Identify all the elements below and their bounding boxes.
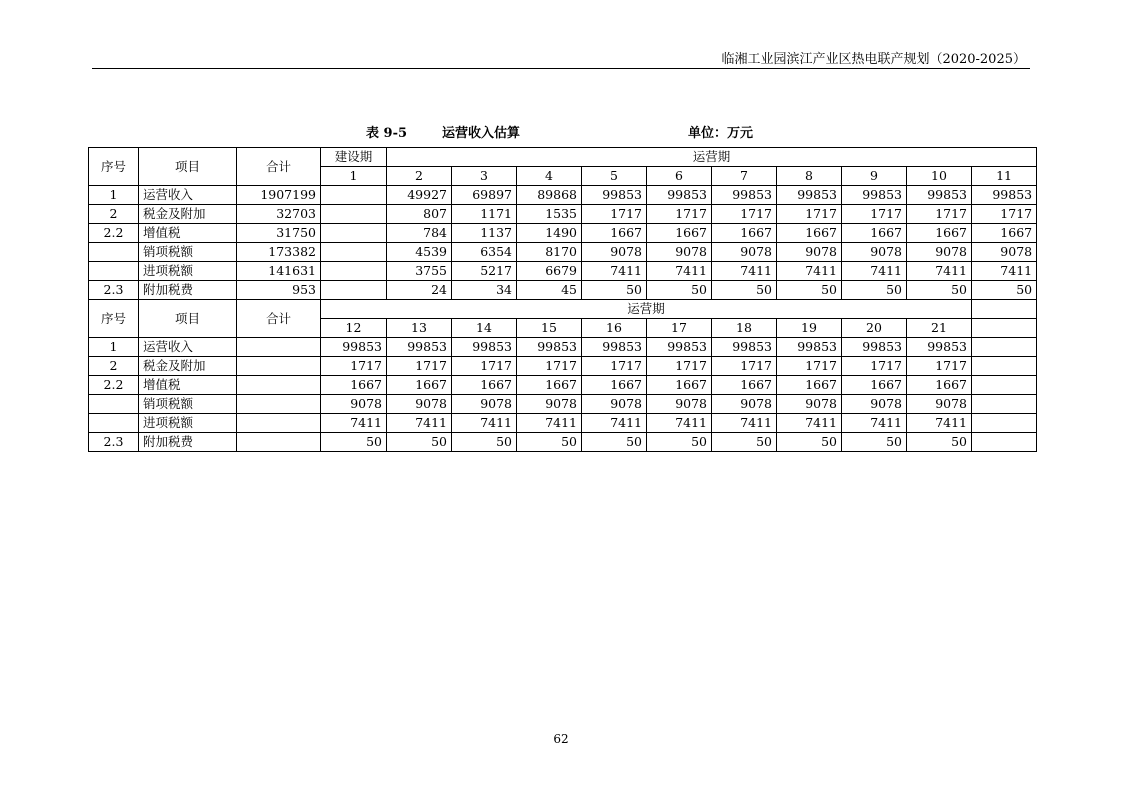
row-value-cell: 9078 xyxy=(647,243,712,262)
row-value-cell: 1667 xyxy=(321,376,387,395)
row-item-name: 销项税额 xyxy=(139,395,237,414)
row-item-name: 增值税 xyxy=(139,224,237,243)
header-empty xyxy=(972,300,1037,319)
row-value-cell: 9078 xyxy=(972,243,1037,262)
row-value-cell: 99853 xyxy=(777,338,842,357)
header-total: 合计 xyxy=(237,300,321,338)
header-row xyxy=(89,300,1037,319)
row-value-cell: 99853 xyxy=(387,338,452,357)
row-value-cell: 9078 xyxy=(842,243,907,262)
table-unit: 单位：万元 xyxy=(688,126,754,141)
header-row xyxy=(89,148,1037,167)
row-total xyxy=(237,433,321,452)
row-value-cell: 1717 xyxy=(712,205,777,224)
period-header-cell: 8 xyxy=(777,167,842,186)
row-value-cell: 50 xyxy=(647,433,712,452)
row-value-cell: 7411 xyxy=(647,262,712,281)
row-seq: 2 xyxy=(89,205,139,224)
table-row xyxy=(89,281,1037,300)
period-header-cell: 16 xyxy=(582,319,647,338)
row-value-cell: 1667 xyxy=(582,376,647,395)
row-value-cell: 99853 xyxy=(582,338,647,357)
row-value-cell: 1717 xyxy=(907,205,972,224)
row-total: 173382 xyxy=(237,243,321,262)
table-row xyxy=(89,338,1037,357)
row-value-cell: 1717 xyxy=(582,357,647,376)
row-value-cell xyxy=(321,243,387,262)
row-item-name: 附加税费 xyxy=(139,281,237,300)
header-operation: 运营期 xyxy=(321,300,972,319)
row-value-cell xyxy=(972,357,1037,376)
row-value-cell xyxy=(972,376,1037,395)
row-value-cell: 34 xyxy=(452,281,517,300)
row-seq: 2 xyxy=(89,357,139,376)
row-value-cell: 9078 xyxy=(452,395,517,414)
row-value-cell: 99853 xyxy=(647,186,712,205)
row-value-cell: 7411 xyxy=(647,414,712,433)
row-value-cell: 9078 xyxy=(777,243,842,262)
row-value-cell: 99853 xyxy=(712,186,777,205)
period-header-cell: 3 xyxy=(452,167,517,186)
row-value-cell: 99853 xyxy=(907,338,972,357)
period-header-cell: 7 xyxy=(712,167,777,186)
row-value-cell: 1667 xyxy=(972,224,1037,243)
row-value-cell: 1667 xyxy=(907,224,972,243)
row-value-cell: 1535 xyxy=(517,205,582,224)
period-header-cell: 15 xyxy=(517,319,582,338)
row-total xyxy=(237,357,321,376)
row-seq: 2.3 xyxy=(89,281,139,300)
row-value-cell: 5217 xyxy=(452,262,517,281)
row-value-cell: 99853 xyxy=(452,338,517,357)
row-item-name: 运营收入 xyxy=(139,186,237,205)
row-value-cell: 7411 xyxy=(452,414,517,433)
row-value-cell: 1667 xyxy=(517,376,582,395)
row-value-cell: 1717 xyxy=(907,357,972,376)
period-header-cell: 17 xyxy=(647,319,712,338)
row-value-cell: 9078 xyxy=(842,395,907,414)
row-value-cell: 45 xyxy=(517,281,582,300)
header-total: 合计 xyxy=(237,148,321,186)
row-value-cell: 1171 xyxy=(452,205,517,224)
row-value-cell: 1717 xyxy=(387,357,452,376)
row-value-cell: 1717 xyxy=(777,205,842,224)
table-row xyxy=(89,224,1037,243)
row-item-name: 税金及附加 xyxy=(139,357,237,376)
period-header-cell: 20 xyxy=(842,319,907,338)
table-row xyxy=(89,357,1037,376)
row-total: 953 xyxy=(237,281,321,300)
row-value-cell: 50 xyxy=(907,433,972,452)
row-value-cell: 8170 xyxy=(517,243,582,262)
row-value-cell: 99853 xyxy=(647,338,712,357)
row-seq xyxy=(89,262,139,281)
header-item: 项目 xyxy=(139,148,237,186)
row-value-cell: 7411 xyxy=(712,262,777,281)
table-row xyxy=(89,414,1037,433)
row-value-cell: 1137 xyxy=(452,224,517,243)
row-value-cell: 9078 xyxy=(907,395,972,414)
period-header-cell: 11 xyxy=(972,167,1037,186)
row-value-cell: 1667 xyxy=(777,376,842,395)
row-item-name: 进项税额 xyxy=(139,414,237,433)
row-value-cell: 99853 xyxy=(907,186,972,205)
row-value-cell: 7411 xyxy=(907,262,972,281)
row-value-cell: 50 xyxy=(712,433,777,452)
row-value-cell: 1717 xyxy=(777,357,842,376)
row-value-cell: 1667 xyxy=(647,224,712,243)
header-operation: 运营期 xyxy=(387,148,1037,167)
table-title: 运营收入估算 xyxy=(442,126,521,141)
row-seq: 1 xyxy=(89,186,139,205)
row-value-cell: 69897 xyxy=(452,186,517,205)
row-value-cell: 1667 xyxy=(712,376,777,395)
row-value-cell: 9078 xyxy=(582,243,647,262)
row-total xyxy=(237,376,321,395)
row-value-cell: 99853 xyxy=(842,338,907,357)
row-value-cell: 50 xyxy=(842,433,907,452)
row-value-cell: 1490 xyxy=(517,224,582,243)
row-value-cell: 7411 xyxy=(972,262,1037,281)
row-value-cell xyxy=(321,224,387,243)
row-item-name: 销项税额 xyxy=(139,243,237,262)
row-value-cell: 9078 xyxy=(387,395,452,414)
period-header-cell: 5 xyxy=(582,167,647,186)
row-value-cell xyxy=(321,186,387,205)
row-value-cell: 1667 xyxy=(907,376,972,395)
header-seq: 序号 xyxy=(89,300,139,338)
row-value-cell: 1717 xyxy=(647,357,712,376)
row-value-cell: 7411 xyxy=(907,414,972,433)
row-value-cell: 50 xyxy=(582,281,647,300)
period-header-cell: 12 xyxy=(321,319,387,338)
period-header-cell: 14 xyxy=(452,319,517,338)
row-seq: 2.2 xyxy=(89,376,139,395)
period-header-cell: 10 xyxy=(907,167,972,186)
row-seq xyxy=(89,414,139,433)
row-value-cell: 9078 xyxy=(777,395,842,414)
row-total xyxy=(237,338,321,357)
header-title: 临湘工业园滨江产业区热电联产规划（2020-2025） xyxy=(721,52,1026,67)
row-value-cell: 50 xyxy=(842,281,907,300)
row-value-cell: 1717 xyxy=(452,357,517,376)
row-value-cell: 50 xyxy=(321,433,387,452)
row-item-name: 增值税 xyxy=(139,376,237,395)
row-item-name: 附加税费 xyxy=(139,433,237,452)
header-construction: 建设期 xyxy=(321,148,387,167)
period-header-cell: 13 xyxy=(387,319,452,338)
table-number: 表 9-5 xyxy=(366,126,408,141)
period-header-cell: 6 xyxy=(647,167,712,186)
row-value-cell: 1667 xyxy=(777,224,842,243)
row-value-cell: 7411 xyxy=(842,262,907,281)
row-value-cell: 50 xyxy=(777,281,842,300)
row-value-cell xyxy=(972,414,1037,433)
row-value-cell: 1667 xyxy=(712,224,777,243)
row-value-cell: 49927 xyxy=(387,186,452,205)
row-value-cell: 9078 xyxy=(321,395,387,414)
row-value-cell: 7411 xyxy=(582,414,647,433)
header-seq: 序号 xyxy=(89,148,139,186)
row-total: 31750 xyxy=(237,224,321,243)
row-seq xyxy=(89,243,139,262)
row-value-cell: 9078 xyxy=(647,395,712,414)
period-header-cell: 1 xyxy=(321,167,387,186)
row-total: 32703 xyxy=(237,205,321,224)
row-item-name: 运营收入 xyxy=(139,338,237,357)
row-value-cell xyxy=(972,395,1037,414)
row-value-cell: 1717 xyxy=(647,205,712,224)
row-total xyxy=(237,414,321,433)
row-value-cell: 784 xyxy=(387,224,452,243)
row-value-cell: 807 xyxy=(387,205,452,224)
row-value-cell: 9078 xyxy=(712,395,777,414)
row-value-cell: 99853 xyxy=(777,186,842,205)
revenue-estimate-table xyxy=(88,147,1037,452)
row-value-cell: 7411 xyxy=(842,414,907,433)
row-total: 141631 xyxy=(237,262,321,281)
row-value-cell xyxy=(321,281,387,300)
table-body xyxy=(89,148,1037,452)
row-value-cell: 50 xyxy=(517,433,582,452)
row-value-cell: 1667 xyxy=(842,376,907,395)
header-item: 项目 xyxy=(139,300,237,338)
row-seq: 1 xyxy=(89,338,139,357)
page-number: 62 xyxy=(553,732,569,746)
row-item-name: 税金及附加 xyxy=(139,205,237,224)
row-value-cell: 1717 xyxy=(842,205,907,224)
row-value-cell: 7411 xyxy=(777,414,842,433)
row-value-cell: 99853 xyxy=(842,186,907,205)
row-item-name: 进项税额 xyxy=(139,262,237,281)
table-row xyxy=(89,186,1037,205)
period-header-cell: 21 xyxy=(907,319,972,338)
table-row xyxy=(89,262,1037,281)
row-total: 1907199 xyxy=(237,186,321,205)
period-header-cell: 4 xyxy=(517,167,582,186)
row-value-cell: 7411 xyxy=(582,262,647,281)
row-value-cell: 24 xyxy=(387,281,452,300)
row-value-cell: 89868 xyxy=(517,186,582,205)
row-value-cell: 1717 xyxy=(517,357,582,376)
row-value-cell: 1717 xyxy=(842,357,907,376)
period-header-cell: 9 xyxy=(842,167,907,186)
table-row xyxy=(89,433,1037,452)
row-value-cell: 1667 xyxy=(452,376,517,395)
row-value-cell: 99853 xyxy=(517,338,582,357)
row-value-cell xyxy=(972,338,1037,357)
period-header-cell: 19 xyxy=(777,319,842,338)
table-row xyxy=(89,376,1037,395)
period-header-cell: 2 xyxy=(387,167,452,186)
row-value-cell: 1717 xyxy=(972,205,1037,224)
row-value-cell: 99853 xyxy=(321,338,387,357)
row-value-cell: 1667 xyxy=(387,376,452,395)
row-value-cell: 7411 xyxy=(712,414,777,433)
row-seq: 2.3 xyxy=(89,433,139,452)
row-value-cell: 50 xyxy=(712,281,777,300)
row-value-cell: 9078 xyxy=(907,243,972,262)
row-value-cell: 4539 xyxy=(387,243,452,262)
row-value-cell xyxy=(972,433,1037,452)
row-value-cell: 50 xyxy=(452,433,517,452)
row-value-cell: 1717 xyxy=(582,205,647,224)
row-value-cell: 50 xyxy=(777,433,842,452)
row-value-cell: 6679 xyxy=(517,262,582,281)
row-seq: 2.2 xyxy=(89,224,139,243)
row-value-cell: 9078 xyxy=(712,243,777,262)
row-value-cell: 7411 xyxy=(517,414,582,433)
row-value-cell: 50 xyxy=(972,281,1037,300)
row-value-cell: 99853 xyxy=(972,186,1037,205)
period-header-cell xyxy=(972,319,1037,338)
row-value-cell: 3755 xyxy=(387,262,452,281)
row-value-cell: 1667 xyxy=(647,376,712,395)
row-value-cell: 9078 xyxy=(517,395,582,414)
table-row xyxy=(89,243,1037,262)
row-value-cell: 6354 xyxy=(452,243,517,262)
row-value-cell: 50 xyxy=(647,281,712,300)
row-value-cell: 50 xyxy=(582,433,647,452)
row-value-cell: 1717 xyxy=(321,357,387,376)
row-value-cell: 1667 xyxy=(842,224,907,243)
period-header-cell: 18 xyxy=(712,319,777,338)
row-seq xyxy=(89,395,139,414)
row-value-cell: 50 xyxy=(387,433,452,452)
row-value-cell xyxy=(321,262,387,281)
row-total xyxy=(237,395,321,414)
table-row xyxy=(89,205,1037,224)
row-value-cell: 7411 xyxy=(777,262,842,281)
row-value-cell: 7411 xyxy=(321,414,387,433)
row-value-cell: 1717 xyxy=(712,357,777,376)
row-value-cell: 9078 xyxy=(582,395,647,414)
table-row xyxy=(89,395,1037,414)
row-value-cell: 99853 xyxy=(582,186,647,205)
row-value-cell: 99853 xyxy=(712,338,777,357)
row-value-cell: 50 xyxy=(907,281,972,300)
row-value-cell: 7411 xyxy=(387,414,452,433)
page-header xyxy=(92,50,1030,69)
row-value-cell xyxy=(321,205,387,224)
row-value-cell: 1667 xyxy=(582,224,647,243)
